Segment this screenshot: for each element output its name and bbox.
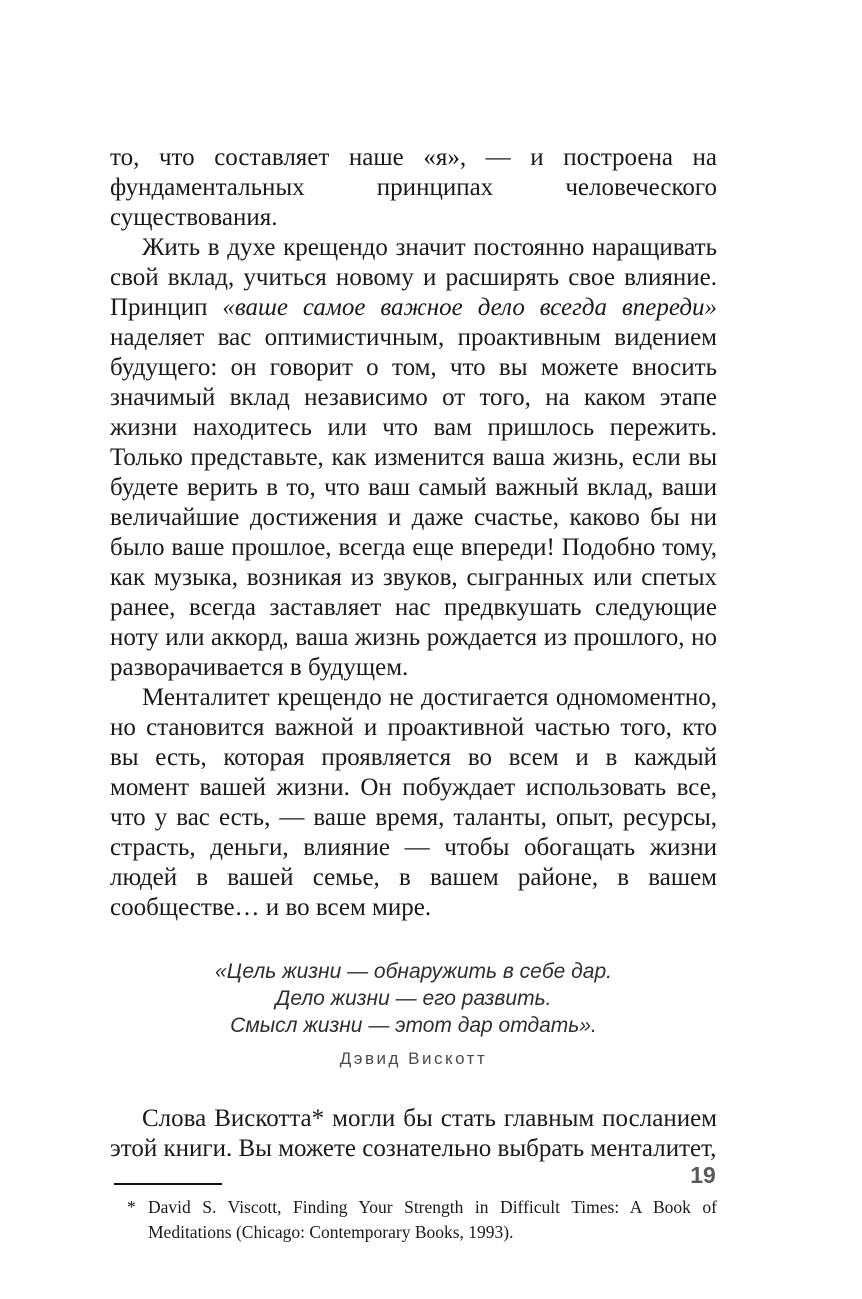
- paragraph-mentality-text: Менталитет крещендо не достигается одномоментно, но становится важной и проактивной частью того, кто вы есть, которая проявляется во всем и в каждый момент вашей жизни. Он побуждает использовать все, что у вас есть, — ваше время, таланты, опыт, ресурсы, страсть, деньги, влияние — чтобы обогащать жизни людей в вашей семье, в вашем районе, в вашем сообществе… и во всем мире.: [110, 684, 717, 921]
- quote-block: [110, 958, 717, 1070]
- paragraph-viscott-words: [110, 1104, 717, 1164]
- paragraph-mentality: [110, 683, 717, 923]
- paragraph-crescendo-text-1: Жить в духе крещендо значит постоянно наращивать свой вклад, учиться новому и расширять свое влияние. Принцип: [110, 234, 717, 321]
- quote-line: Смысл жизни — этот дар отдать».: [230, 1014, 597, 1037]
- quote-line: Дело жизни — его развить.: [275, 987, 552, 1010]
- paragraph-viscott-text-1: Слова Вискотта: [142, 1105, 312, 1132]
- quote-attribution: Дэвид Вискотт: [339, 1049, 488, 1068]
- footnote-section: [110, 1183, 717, 1245]
- paragraph-intro-text: то, что составляет наше «я», — и построена на фундаментальных принципах человеческого существования.: [110, 144, 717, 231]
- footnote-marker: *: [127, 1197, 136, 1217]
- footnote-rule: [114, 1183, 222, 1185]
- footnote-text: David S. Viscott, Finding Your Strength in Difficult Times: A Book of Meditations (Chicago: Contemporary Books, 1993).: [148, 1197, 717, 1242]
- quote-line: «Цель жизни — обнаружить в себе дар.: [215, 960, 612, 983]
- page-number: 19: [690, 1162, 716, 1188]
- paragraph-intro: [110, 143, 717, 233]
- principle-italic-phrase: «ваше самое важное дело всегда впереди»: [222, 294, 718, 321]
- paragraph-viscott-text-2: могли бы стать главным посланием этой книги. Вы можете сознательно выбрать менталитет,: [110, 1105, 718, 1162]
- text-content: [110, 143, 717, 1245]
- paragraph-crescendo: [110, 233, 717, 683]
- paragraph-crescendo-text-2: наделяет вас оптимистичным, проактивным видением будущего: он говорит о том, что вы можете вносить значимый вклад независимо от того, на каком этапе жизни находитесь или что вам пришлось пережить. Только представьте, как изменится ваша жизнь, если вы будете верить в то, что ваш самый важный вклад, ваши величайшие достижения и даже счастье, каково бы ни было ваше прошлое, всегда еще впереди! Подобно тому, как музыка, возникая из звуков, сыгранных или спетых ранее, всегда заставляет нас предвкушать следующие ноту или аккорд, ваша жизнь рождается из прошлого, но разворачивается в будущем.: [110, 324, 717, 681]
- footnote-body: [110, 1195, 717, 1245]
- footnote-ref-asterisk: *: [311, 1105, 325, 1132]
